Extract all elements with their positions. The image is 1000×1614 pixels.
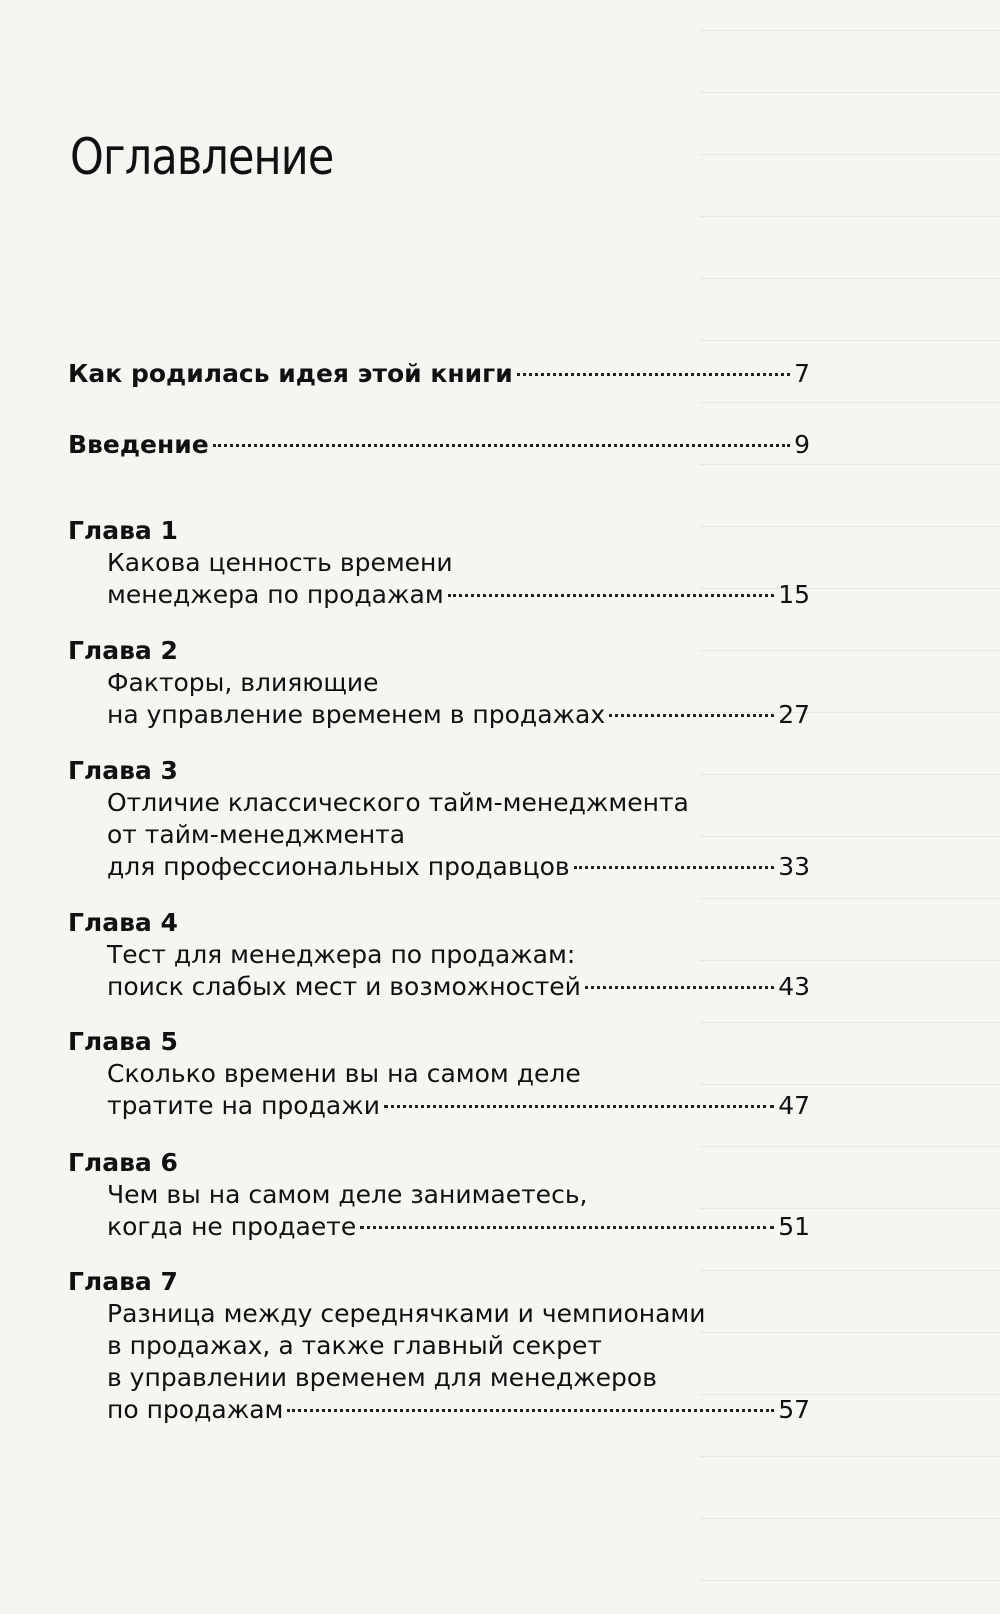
dot-leader	[517, 373, 790, 376]
toc-chapter-7	[68, 1266, 810, 1426]
chapter-label: Глава 6	[68, 1148, 178, 1177]
chapter-label: Глава 5	[68, 1027, 178, 1056]
chapter-title-line: Разница между середнячками и чемпионами	[107, 1299, 706, 1328]
dot-leader	[585, 986, 774, 989]
dot-leader	[287, 1409, 774, 1412]
page-number: 9	[794, 430, 810, 459]
dot-leader	[448, 594, 774, 597]
toc-chapter-2	[68, 635, 810, 731]
chapter-title-line: для профессиональных продавцов	[107, 852, 570, 881]
chapter-title-line: в продажах, а также главный секрет	[107, 1331, 602, 1360]
chapter-title-line: Факторы, влияющие	[107, 668, 379, 697]
page-number: 7	[794, 359, 810, 388]
page-number: 43	[778, 972, 810, 1001]
chapter-label: Глава 7	[68, 1267, 178, 1296]
chapter-title-line: когда не продаете	[107, 1212, 357, 1241]
page-number: 15	[778, 580, 810, 609]
page-number: 51	[778, 1212, 810, 1241]
toc-chapter-1	[68, 515, 810, 611]
page-number: 27	[778, 700, 810, 729]
page-number: 47	[778, 1091, 810, 1120]
chapter-title-line: поиск слабых мест и возможностей	[107, 972, 581, 1001]
page-number: 57	[778, 1395, 810, 1424]
chapter-title-line: в управлении временем для менеджеров	[107, 1363, 657, 1392]
dot-leader	[384, 1105, 774, 1108]
page-number: 33	[778, 852, 810, 881]
dot-leader	[213, 444, 790, 447]
chapter-title-line: тратите на продажи	[107, 1091, 380, 1120]
toc-entry-intro-story	[68, 358, 810, 390]
chapter-label: Глава 1	[68, 516, 178, 545]
chapter-title-line: Отличие классического тайм-менеджмента	[107, 788, 689, 817]
dot-leader	[574, 866, 775, 869]
chapter-title-line: на управление временем в продажах	[107, 700, 606, 729]
chapter-title-line: Какова ценность времени	[107, 548, 453, 577]
toc-chapter-3	[68, 755, 810, 883]
chapter-title-line: менеджера по продажам	[107, 580, 444, 609]
chapter-title-line: Тест для менеджера по продажам:	[107, 940, 576, 969]
dot-leader	[609, 714, 774, 717]
chapter-title-line: Чем вы на самом деле занимаетесь,	[107, 1180, 588, 1209]
chapter-title-line: от тайм-менеджмента	[107, 820, 406, 849]
toc-entry-label: Как родилась идея этой книги	[68, 359, 513, 388]
page-title: Оглавление	[70, 128, 334, 186]
chapter-title-line: Сколько времени вы на самом деле	[107, 1059, 581, 1088]
toc-entry-label: Введение	[68, 430, 209, 459]
toc-chapter-5	[68, 1026, 810, 1122]
chapter-label: Глава 3	[68, 756, 178, 785]
chapter-label: Глава 4	[68, 908, 178, 937]
toc-chapter-6	[68, 1147, 810, 1243]
dot-leader	[360, 1226, 774, 1229]
toc-chapter-4	[68, 907, 810, 1003]
chapter-title-line: по продажам	[107, 1395, 284, 1424]
toc-entry-introduction	[68, 429, 810, 461]
chapter-label: Глава 2	[68, 636, 178, 665]
